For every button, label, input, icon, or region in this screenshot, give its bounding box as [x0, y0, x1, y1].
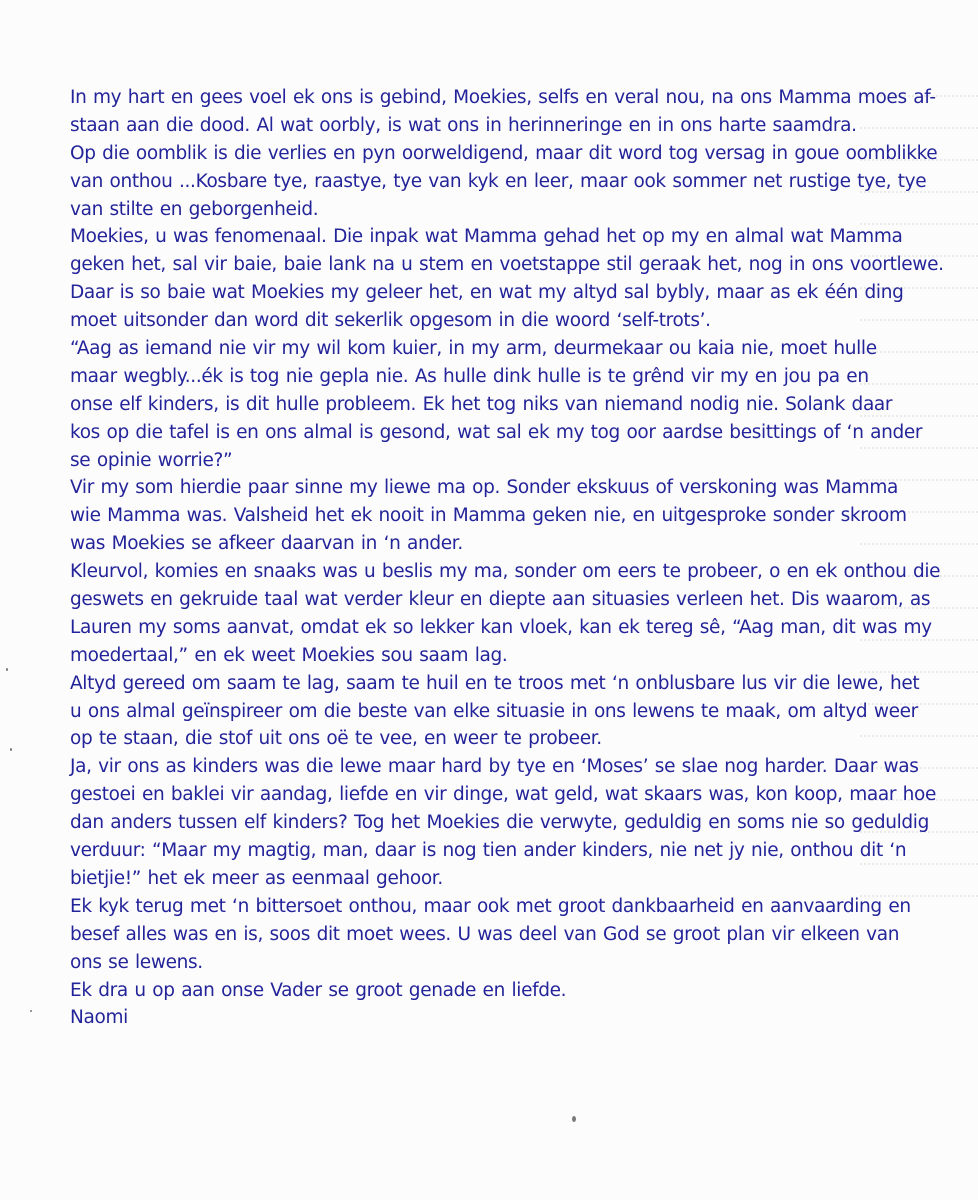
scan-speck — [572, 1116, 576, 1122]
letter-line: Ek dra u op aan onse Vader se groot genade en liefde. — [70, 979, 567, 1001]
letter-body — [70, 84, 944, 1032]
letter-line: Op die oomblik is die verlies en pyn oorweldigend, maar dit word tog versag in goue oomblikke — [70, 142, 938, 164]
letter-line: gestoei en baklei vir aandag, liefde en vir dinge, wat geld, wat skaars was, kon koop, maar hoe — [70, 784, 937, 806]
letter-line: onse elf kinders, is dit hulle probleem. Ek het tog niks van niemand nodig nie. Solank daar — [70, 393, 893, 415]
letter-line: Altyd gereed om saam te lag, saam te huil en te troos met ‘n onblusbare lus vir die lewe, het — [70, 672, 920, 694]
letter-line: Moekies, u was fenomenaal. Die inpak wat Mamma gehad het op my en almal wat Mamma — [70, 226, 903, 248]
letter-line: ons se lewens. — [70, 951, 203, 973]
letter-line: Vir my som hierdie paar sinne my liewe ma op. Sonder ekskuus of verskoning was Mamma — [70, 477, 899, 499]
letter-line: se opinie worrie?” — [70, 449, 233, 471]
letter-line: dan anders tussen elf kinders? Tog het Moekies die verwyte, geduldig en soms nie so geduldig — [70, 812, 929, 834]
letter-line: u ons almal geïnspireer om die beste van elke situasie in ons lewens te maak, om altyd weer — [70, 700, 918, 722]
letter-line: Lauren my soms aanvat, omdat ek so lekker kan vloek, kan ek tereg sê, “Aag man, dit was my — [70, 616, 932, 638]
letter-line: besef alles was en is, soos dit moet wees. U was deel van God se groot plan vir elkeen van — [70, 923, 900, 945]
letter-line: van stilte en geborgenheid. — [70, 198, 319, 220]
letter-line: kos op die tafel is en ons almal is gesond, wat sal ek my tog oor aardse besittings of ‘n ander — [70, 421, 923, 443]
letter-line: van onthou ...Kosbare tye, raastye, tye van kyk en leer, maar ook sommer net rustige tye, tye — [70, 170, 927, 192]
scan-speck — [30, 1010, 32, 1012]
letter-line: Kleurvol, komies en snaaks was u beslis my ma, sonder om eers te probeer, o en ek onthou die — [70, 561, 941, 583]
letter-line: bietjie!” het ek meer as eenmaal gehoor. — [70, 867, 443, 889]
letter-line: moedertaal,” en ek weet Moekies sou saam lag. — [70, 644, 508, 666]
letter-line: maar wegbly...ék is tog nie gepla nie. As hulle dink hulle is te grênd vir my en jou pa en — [70, 365, 869, 387]
scan-speck — [6, 668, 8, 671]
letter-line: In my hart en gees voel ek ons is gebind, Moekies, selfs en veral nou, na ons Mamma moes af- — [70, 87, 936, 108]
letter-line: wie Mamma was. Valsheid het ek nooit in Mamma geken nie, en uitgesproke sonder skroom — [70, 505, 907, 527]
letter-line: verduur: “Maar my magtig, man, daar is nog tien ander kinders, nie net jy nie, onthou dit ‘n — [70, 840, 907, 862]
letter-line: Ja, vir ons as kinders was die lewe maar hard by tye en ‘Moses’ se slae nog harder. Daar was — [70, 756, 919, 778]
letter-line: was Moekies se afkeer daarvan in ‘n ander. — [70, 533, 463, 555]
scan-speck — [10, 748, 12, 751]
letter-line: moet uitsonder dan word dit sekerlik opgesom in die woord ‘self-trots’. — [70, 310, 711, 332]
letter-line: geken het, sal vir baie, baie lank na u stem en voetstappe stil geraak het, nog in ons voortlewe. — [70, 254, 944, 276]
letter-line: “Aag as iemand nie vir my wil kom kuier, in my arm, deurmekaar ou kaia nie, moet hulle — [70, 338, 877, 360]
letter-line: staan aan die dood. Al wat oorbly, is wat ons in herinneringe en in ons harte saamdra. — [70, 114, 857, 136]
letter-line: Daar is so baie wat Moekies my geleer het, en wat my altyd sal bybly, maar as ek één ding — [70, 282, 904, 304]
letter-line: geswets en gekruide taal wat verder kleur en diepte aan situasies verleen het. Dis waarom, as — [70, 589, 931, 611]
letter-line: Ek kyk terug met ‘n bittersoet onthou, maar ook met groot dankbaarheid en aanvaarding en — [70, 895, 911, 917]
signature-name: Naomi — [70, 1007, 128, 1029]
letter-line: op te staan, die stof uit ons oë te vee, en weer te probeer. — [70, 728, 602, 750]
